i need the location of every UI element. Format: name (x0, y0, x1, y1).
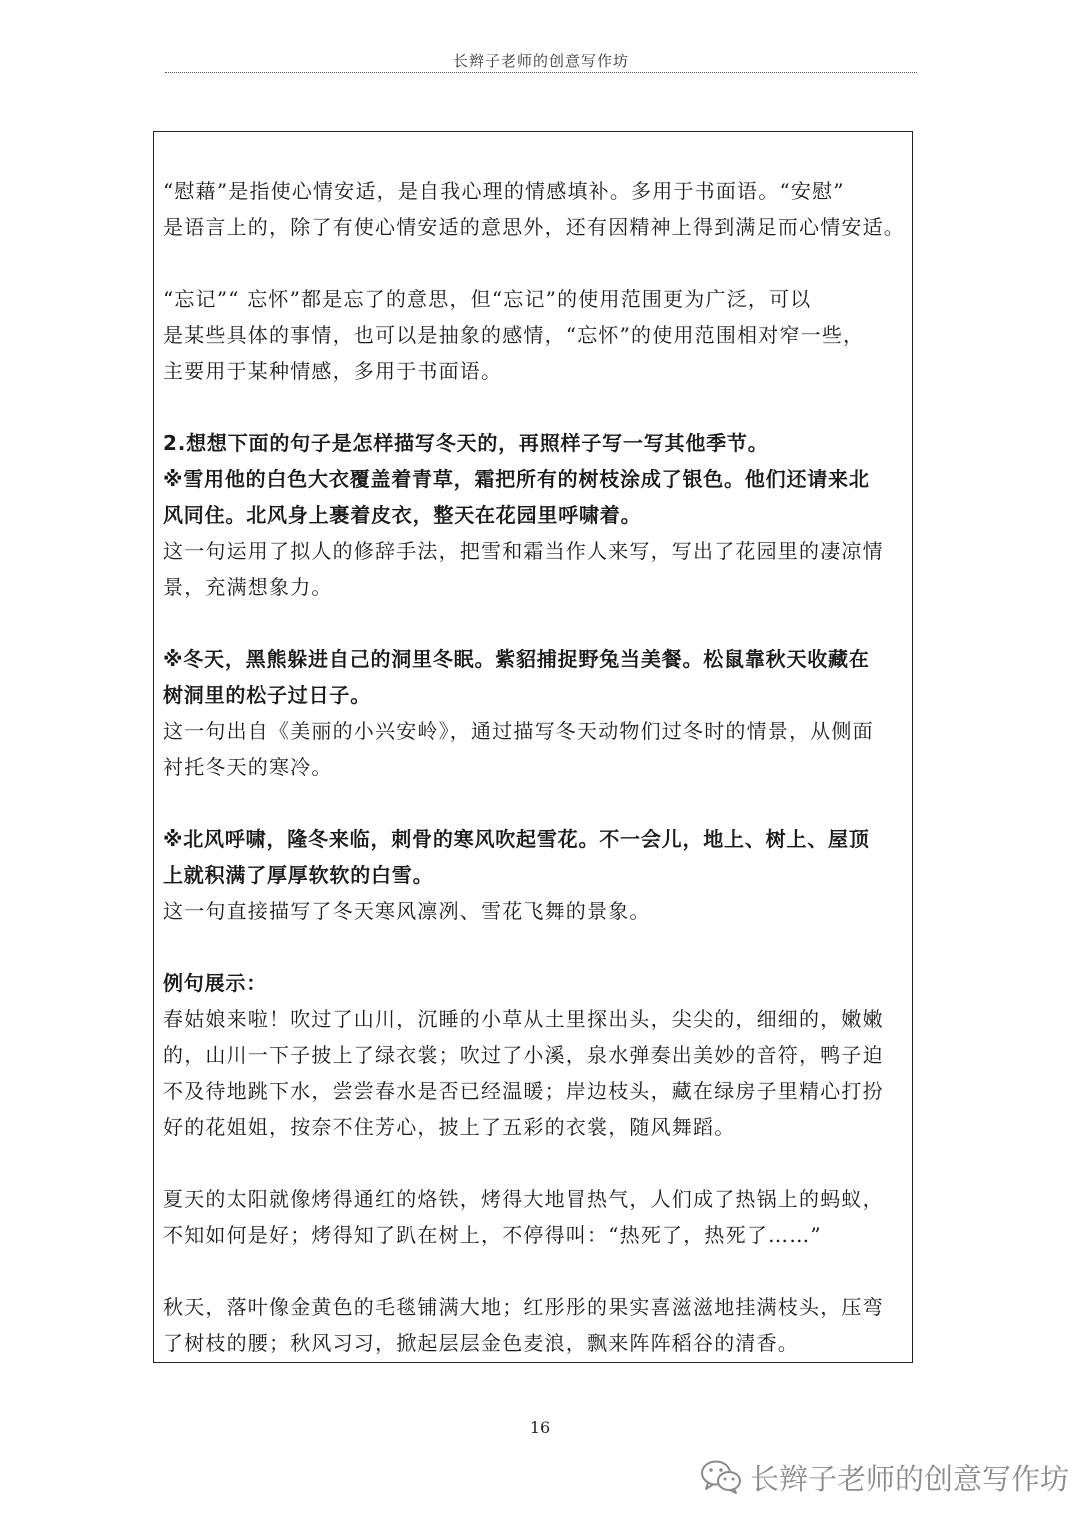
example-autumn (163, 1289, 905, 1361)
page-header-title: 长辫子老师的创意写作坊 (452, 52, 629, 70)
example-line: 夏天的太阳就像烤得通红的烙铁，烤得大地冒热气，人们成了热锅上的蚂蚁， (163, 1187, 884, 1211)
examples-spring-section (163, 965, 905, 1145)
explanation-line: 衬托冬天的寒冷。 (163, 755, 333, 779)
text-line: “慰藉”是指使心情安适，是自我心理的情感填补。多用于书面语。“安慰” (163, 179, 845, 203)
examples-heading: 例句展示： (163, 971, 267, 995)
explanation-line: 这一句出自《美丽的小兴安岭》，通过描写冬天动物们过冬时的情景，从侧面 (163, 719, 874, 743)
header-divider (165, 72, 917, 73)
example-line: 了树枝的腰；秋风习习，掀起层层金色麦浪，飘来阵阵稻谷的清香。 (163, 1331, 799, 1355)
example-line: 不知如何是好；烤得知了趴在树上，不停得叫：“热死了，热死了……” (163, 1223, 822, 1247)
explanation-line: 景，充满想象力。 (163, 575, 333, 599)
question-title: 2.想想下面的句子是怎样描写冬天的，再照样子写一写其他季节。 (163, 431, 769, 455)
text-line: 是语言上的，除了有使心情安适的意思外，还有因精神上得到满足而心情安适。 (163, 215, 905, 239)
sample-sentence-line: 上就积满了厚厚软软的白雪。 (163, 863, 434, 887)
paragraph-weiji (163, 173, 905, 245)
wechat-icon (700, 1459, 742, 1495)
sample-sentence-2-section (163, 641, 905, 785)
sample-sentence-line: ※冬天，黑熊躲进自己的洞里冬眠。紫貂捕捉野兔当美餐。松鼠靠秋天收藏在 (163, 647, 870, 671)
text-line: 主要用于某种情感，多用于书面语。 (163, 359, 503, 383)
example-line: 好的花姐姐，按奈不住芳心，披上了五彩的衣裳，随风舞蹈。 (163, 1115, 736, 1139)
content-body (163, 173, 905, 1397)
text-line: 是某些具体的事情，也可以是抽象的感情，“忘怀”的使用范围相对窄一些， (163, 323, 865, 347)
paragraph-wangji (163, 281, 905, 389)
explanation-line: 这一句运用了拟人的修辞手法，把雪和霜当作人来写，写出了花园里的凄凉情 (163, 539, 884, 563)
sample-sentence-line: ※雪用他的白色大衣覆盖着青草，霜把所有的树枝涂成了银色。他们还请来北 (163, 467, 870, 491)
page-number: 16 (529, 1418, 551, 1437)
sample-sentence-line: 树洞里的松子过日子。 (163, 683, 371, 707)
example-line: 春姑娘来啦！吹过了山川，沉睡的小草从土里探出头，尖尖的，细细的，嫩嫩 (163, 1007, 884, 1031)
watermark (700, 1455, 1069, 1499)
example-line: 不及待地跳下水，尝尝春水是否已经温暖；岸边枝头，藏在绿房子里精心打扮 (163, 1079, 884, 1103)
example-line: 秋天，落叶像金黄色的毛毯铺满大地；红彤彤的果实喜滋滋地挂满枝头，压弯 (163, 1295, 884, 1319)
explanation-line: 这一句直接描写了冬天寒风凛冽、雪花飞舞的景象。 (163, 899, 651, 923)
sample-sentence-line: ※北风呼啸，隆冬来临，刺骨的寒风吹起雪花。不一会儿，地上、树上、屋顶 (163, 827, 870, 851)
question-2-section (163, 425, 905, 605)
text-line: “忘记”“ 忘怀”都是忘了的意思，但“忘记”的使用范围更为广泛，可以 (163, 287, 812, 311)
watermark-text: 长辫子老师的创意写作坊 (750, 1461, 1070, 1496)
sample-sentence-line: 风同住。北风身上裹着皮衣，整天在花园里呼啸着。 (163, 503, 642, 527)
example-summer (163, 1181, 905, 1253)
example-line: 的，山川一下子披上了绿衣裳；吹过了小溪，泉水弹奏出美妙的音符，鸭子迫 (163, 1043, 884, 1067)
sample-sentence-3-section (163, 821, 905, 929)
